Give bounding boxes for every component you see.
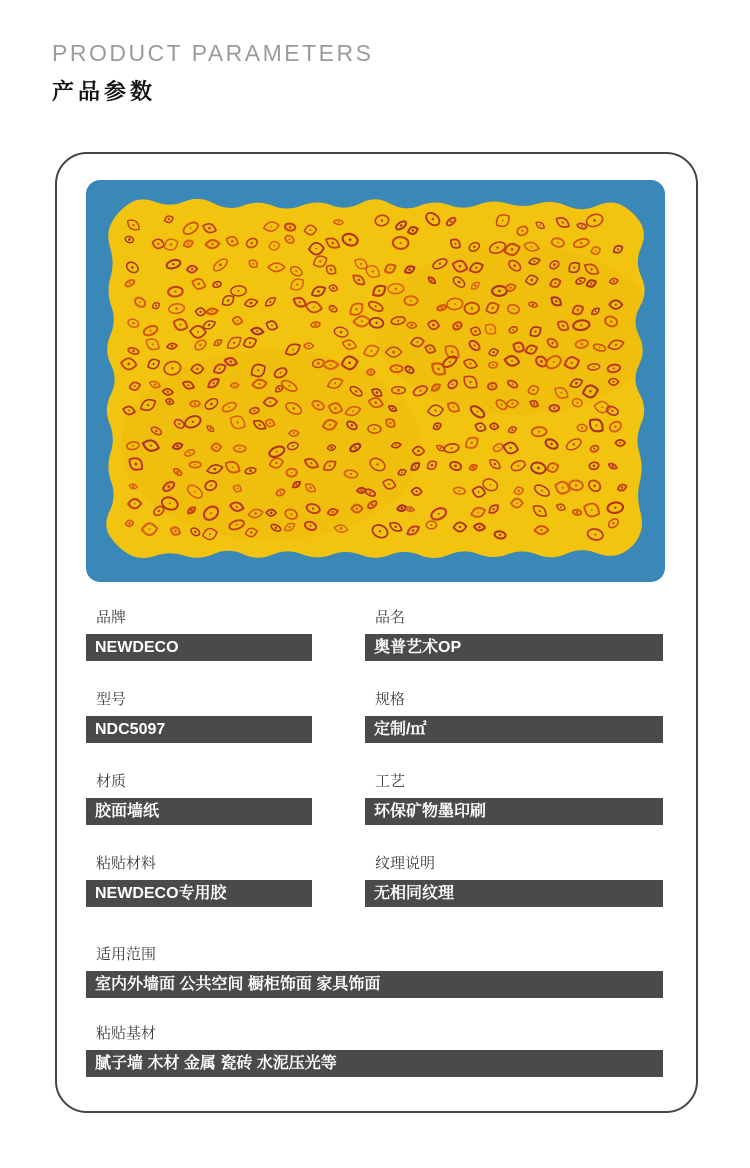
param-value-bar: NEWDECO — [86, 634, 312, 661]
param-label: 规格 — [375, 691, 406, 708]
product-parameters-card — [55, 152, 698, 1113]
param-row-model — [86, 691, 312, 743]
param-value-bar: 环保矿物墨印刷 — [365, 798, 663, 825]
param-value-bar: 室内外墙面 公共空间 橱柜饰面 家具饰面 — [86, 971, 663, 998]
param-row-brand — [86, 609, 312, 661]
param-row-product-name — [365, 609, 663, 661]
param-label: 材质 — [96, 773, 127, 790]
param-row-material — [86, 773, 312, 825]
param-value-bar: 定制/㎡ — [365, 716, 663, 743]
param-row-substrate — [86, 1025, 663, 1077]
param-label: 纹理说明 — [375, 855, 436, 872]
param-value-bar: 奥普艺术OP — [365, 634, 663, 661]
param-row-spec — [365, 691, 663, 743]
param-label: 品名 — [375, 609, 406, 626]
param-value-bar: 胶面墙纸 — [86, 798, 312, 825]
param-label: 型号 — [96, 691, 127, 708]
product-artwork-image — [86, 180, 665, 582]
param-label: 适用范围 — [96, 946, 157, 963]
param-value-bar: 腻子墙 木材 金属 瓷砖 水泥压光等 — [86, 1050, 663, 1077]
param-row-adhesive — [86, 855, 312, 907]
param-label: 工艺 — [375, 773, 406, 790]
param-row-texture-note — [365, 855, 663, 907]
param-label: 品牌 — [96, 609, 127, 626]
param-label: 粘贴材料 — [96, 855, 157, 872]
param-label: 粘贴基材 — [96, 1025, 157, 1042]
param-row-application-range — [86, 946, 663, 998]
page-title-en: PRODUCT PARAMETERS — [52, 40, 374, 66]
param-value-bar: NEWDECO专用胶 — [86, 880, 312, 907]
page-title-zh: 产品参数 — [52, 79, 157, 104]
param-value-bar: 无相同纹理 — [365, 880, 663, 907]
param-row-craft — [365, 773, 663, 825]
param-value-bar: NDC5097 — [86, 716, 312, 743]
